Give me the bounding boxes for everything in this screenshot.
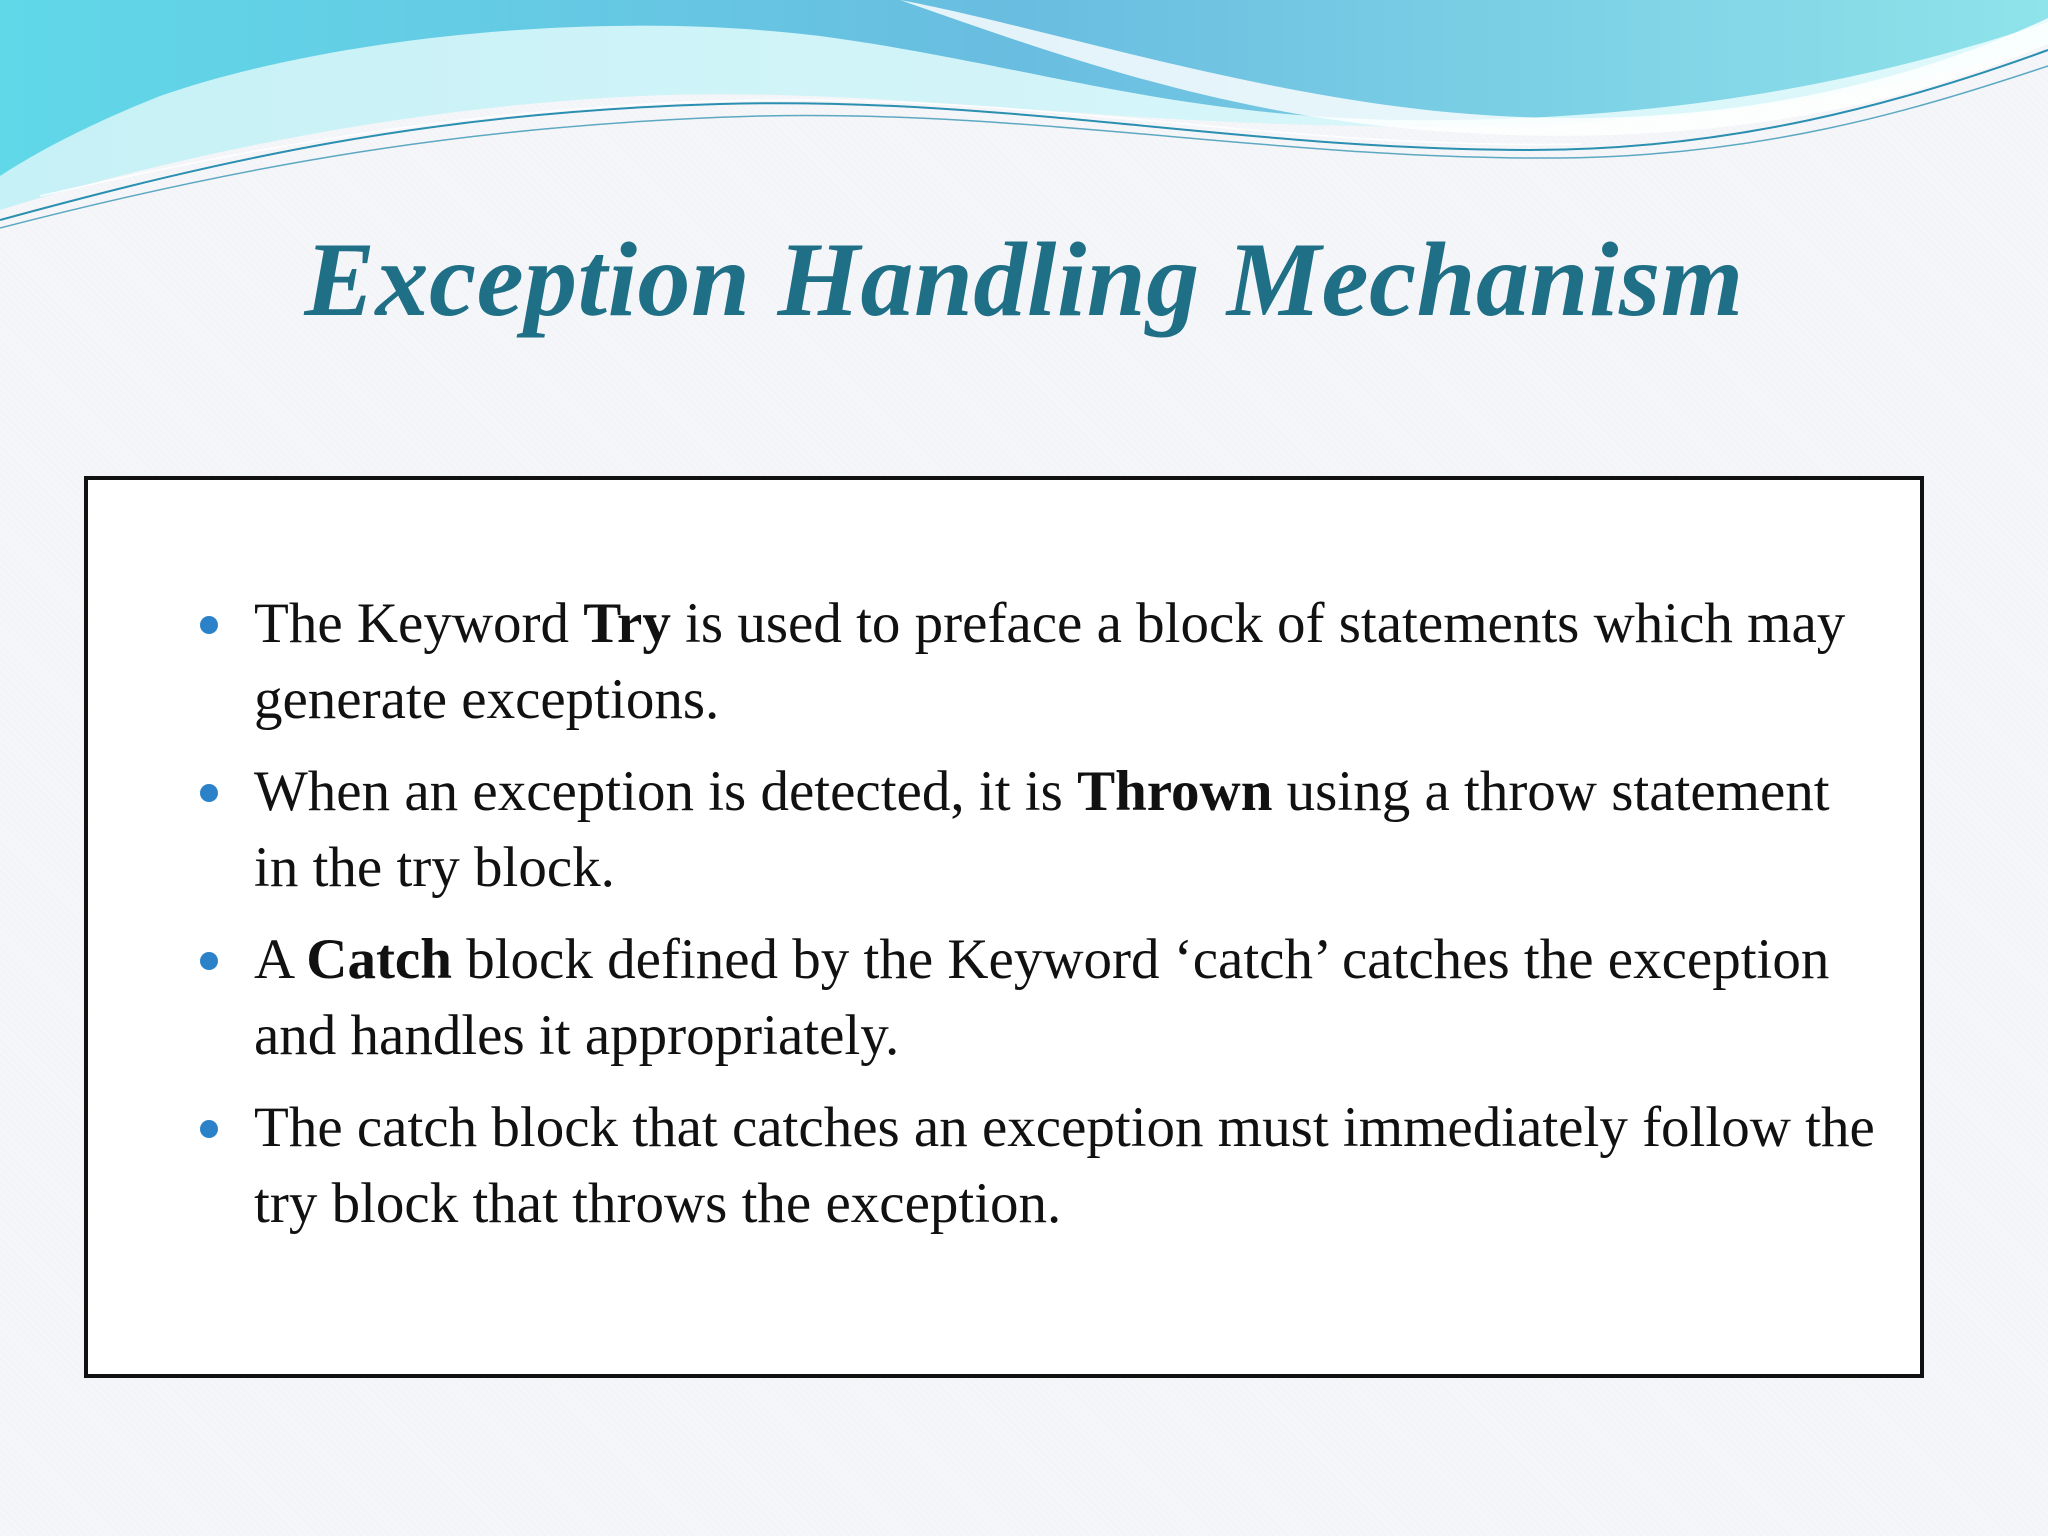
bullet-text-before: The catch block that catches an exception must immediately follow the try block that throws the exception. bbox=[254, 1096, 1875, 1235]
page-title: Exception Handling Mechanism bbox=[304, 221, 1744, 338]
bullet-text-before: A bbox=[254, 928, 307, 991]
bullet-list bbox=[88, 586, 1920, 1258]
bullet-item-try bbox=[88, 586, 1920, 738]
bullet-text-after: using a throw statement in the try block. bbox=[254, 760, 1830, 899]
bullet-keyword: Catch bbox=[306, 928, 452, 991]
content-box bbox=[84, 476, 1924, 1378]
bullet-keyword: Thrown bbox=[1077, 760, 1273, 823]
bullet-text-before: When an exception is detected, it is bbox=[254, 760, 1078, 823]
bullet-item-throw bbox=[88, 754, 1920, 906]
bullet-text-after: block defined by the Keyword ‘catch’ catches the exception and handles it appropriately. bbox=[254, 928, 1830, 1067]
bullet-dot-icon bbox=[200, 784, 218, 802]
bullet-dot-icon bbox=[200, 616, 218, 634]
bullet-item-catch bbox=[88, 922, 1920, 1074]
bullet-dot-icon bbox=[200, 952, 218, 970]
bullet-text-after: is used to preface a block of statements which may generate exceptions. bbox=[254, 592, 1846, 731]
bullet-item-order bbox=[88, 1090, 1920, 1242]
bullet-keyword: Try bbox=[583, 592, 671, 655]
bullet-text-before: The Keyword bbox=[254, 592, 584, 655]
bullet-dot-icon bbox=[200, 1120, 218, 1138]
